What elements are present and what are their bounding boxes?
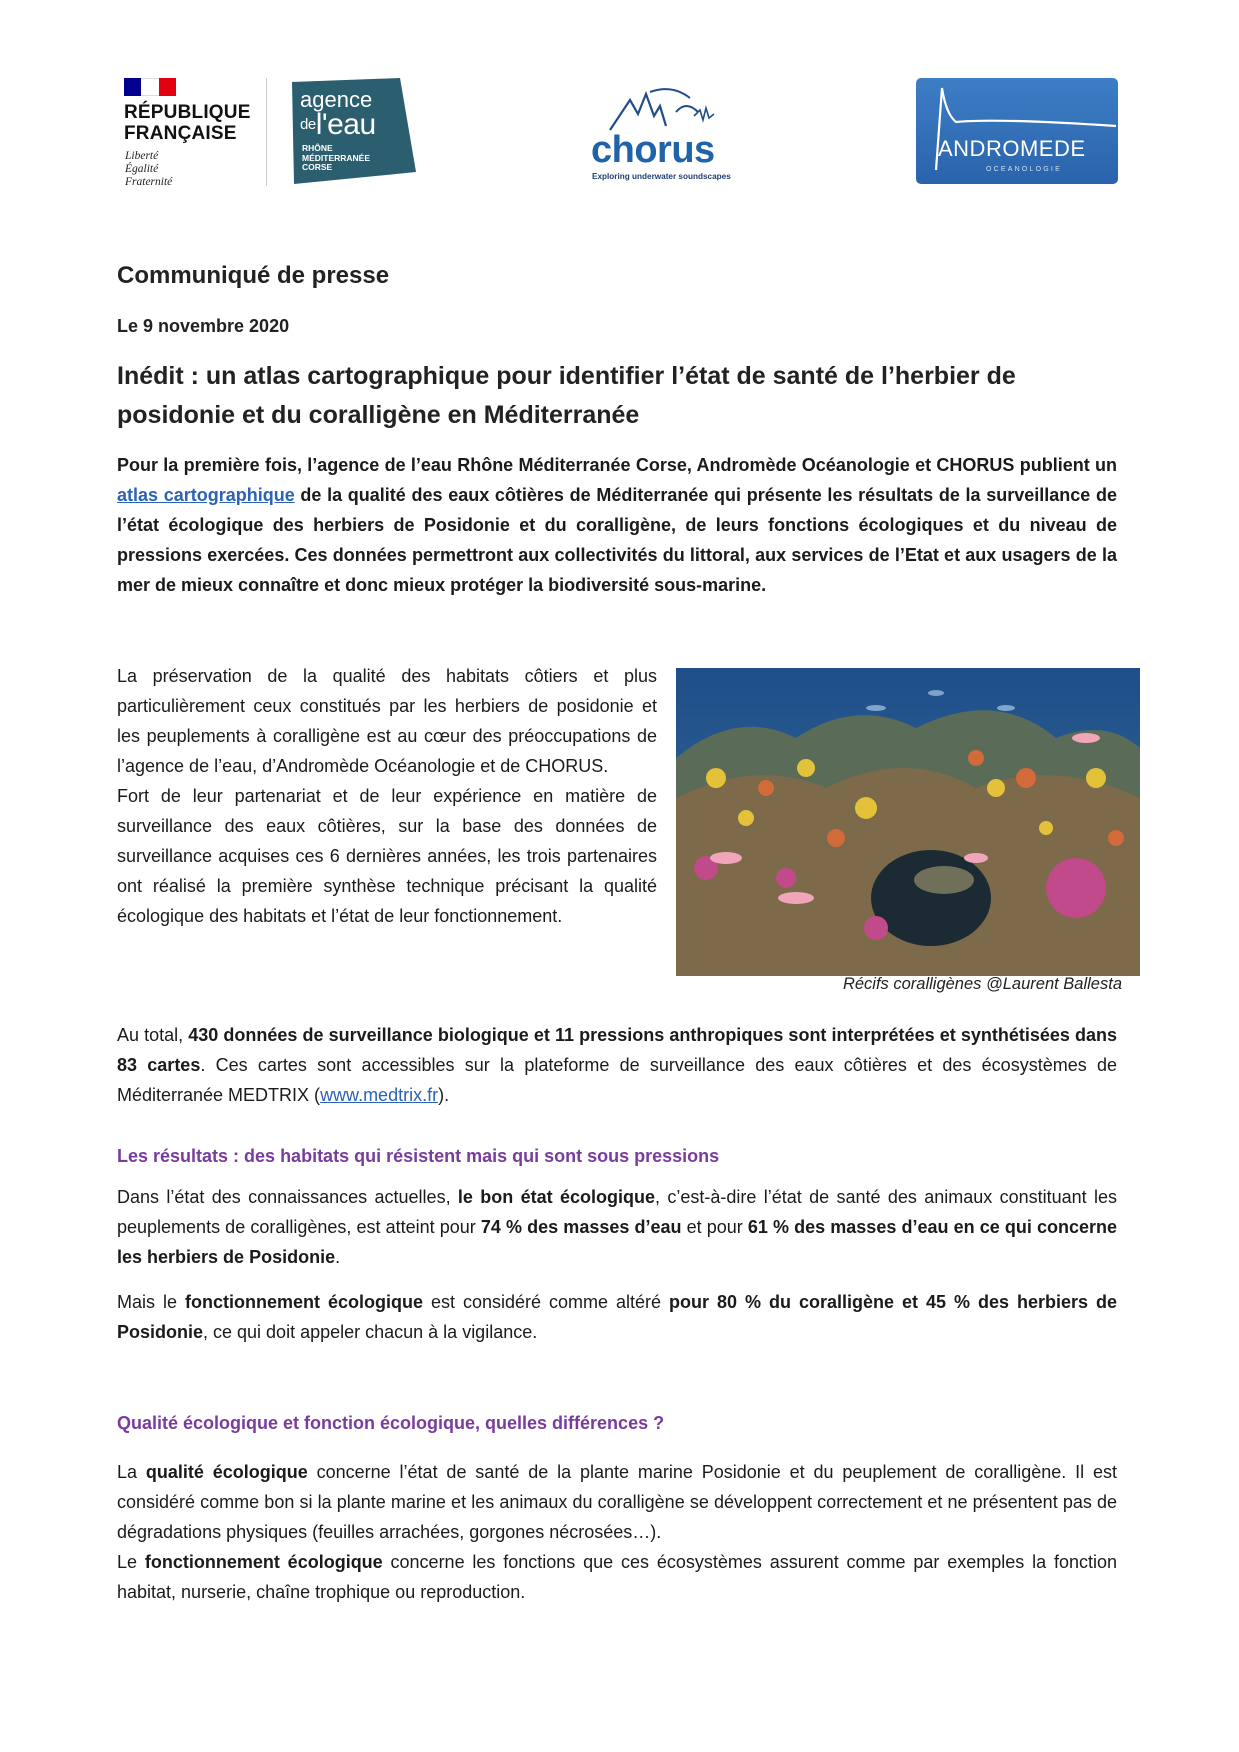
chorus-wordmark: chorus — [591, 129, 715, 171]
photo-caption: Récifs coralligènes @Laurent Ballesta — [842, 975, 1122, 993]
section-heading-differences: Qualité écologique et fonction écologique, quelles différences ? — [117, 1413, 665, 1433]
total-paragraph: Au total, 430 données de surveillance biologique et 11 pressions anthropiques sont interprétées et synthétisées dans 83 cartes. Ces cartes sont accessibles sur la plateforme de surveillance des eaux côtières et des écosystèmes de Méditerranée MEDTRIX (www.medtrix.fr). — [117, 1025, 1117, 1105]
document-date: Le 9 novembre 2020 — [117, 316, 290, 336]
atlas-link[interactable]: atlas cartographique — [117, 485, 295, 505]
document-type: Communiqué de presse — [117, 262, 390, 289]
intro-paragraph-2: Fort de leur partenariat et de leur expérience en matière de surveillance des eaux côtières, sur la base des données de surveillance acquises ces 6 dernières années, les trois partenaires ont réalisé la première synthèse technique précisant la qualité écologique des habitats et l’état de leur fonctionnement. — [117, 786, 657, 926]
differences-text — [117, 1457, 1117, 1607]
chorus-logo — [590, 86, 740, 186]
agence-line2: $^{de}$l'eau — [300, 108, 376, 141]
agence-de-leau-logo — [288, 78, 418, 186]
marianne-flag-icon — [124, 78, 176, 96]
coral-reef-image — [676, 668, 1140, 976]
andromede-subtitle: OCEANOLOGIE — [986, 166, 1062, 173]
section-heading-results: Les résultats : des habitats qui résistent mais qui sont sous pressions — [117, 1146, 720, 1166]
agence-region: RHÔNE MÉDITERRANÉE CORSE — [302, 143, 371, 172]
medtrix-link[interactable]: www.medtrix.fr — [320, 1085, 439, 1105]
agence-line1: agence — [300, 87, 373, 112]
andromede-wordmark: ANDROMEDE — [938, 136, 1086, 161]
intro-paragraph-1: La préservation de la qualité des habitats côtiers et plus particulièrement ceux constitués par les herbiers de posidonie et les peuplements à coralligène est au cœur des préoccupations de l’agence de l’eau, d’Andromède Océanologie et de CHORUS. — [117, 666, 657, 776]
coral-reef-photo — [676, 668, 1140, 976]
logo-divider — [266, 78, 267, 186]
republique-francaise-logo — [124, 78, 264, 188]
lead-paragraph: Pour la première fois, l’agence de l’eau Rhône Méditerranée Corse, Andromède Océanologie et CHORUS publient un atlas cartographique de la qualité des eaux côtières de Méditerranée qui présente les résultats de la surveillance de l’état écologique des herbiers de Posidonie et du coralligène, de leurs fonctions écologiques et du niveau de pressions exercées. Ces données permettront aux collectivités du littoral, aux services de l’Etat et aux usagers de la mer de mieux connaître et donc mieux protéger la biodiversité sous-marine. — [117, 455, 1117, 595]
document-title: Inédit : un atlas cartographique pour identifier l’état de santé de l’herbier de posidonie et du coralligène en Méditerranée — [117, 362, 1016, 429]
republique-title: RÉPUBLIQUE FRANÇAISE — [124, 102, 251, 144]
chorus-tagline: Exploring underwater soundscapes — [592, 172, 731, 181]
results-paragraph-2: Mais le fonctionnement écologique est considéré comme altéré pour 80 % du coralligène et 45 % des herbiers de Posidonie, ce qui doit appeler chacun à la vigilance. — [117, 1292, 1117, 1342]
results-paragraph-1: Dans l’état des connaissances actuelles, le bon état écologique, c’est-à-dire l’état de santé des animaux constituant les peuplements de coralligènes, est atteint pour 74 % des masses d’eau et pour 61 % des masses d’eau en ce qui concerne les herbiers de Posidonie. — [117, 1187, 1117, 1267]
differences-paragraph-2: Le fonctionnement écologique concerne les fonctions que ces écosystèmes assurent comme par exemples la fonction habitat, nurserie, chaîne trophique ou reproduction. — [117, 1552, 1117, 1602]
intro-text — [117, 661, 657, 931]
differences-paragraph-1: La qualité écologique concerne l’état de santé de la plante marine Posidonie et du peuplement de coralligène. Il est considéré comme bon si la plante marine et les animaux du coralligène se développent correctement et ne présentent pas de dégradations physiques (feuilles arrachées, gorgones nécrosées…). — [117, 1462, 1118, 1542]
republique-motto: Liberté Égalité Fraternité — [125, 150, 173, 188]
andromede-logo — [916, 78, 1118, 184]
